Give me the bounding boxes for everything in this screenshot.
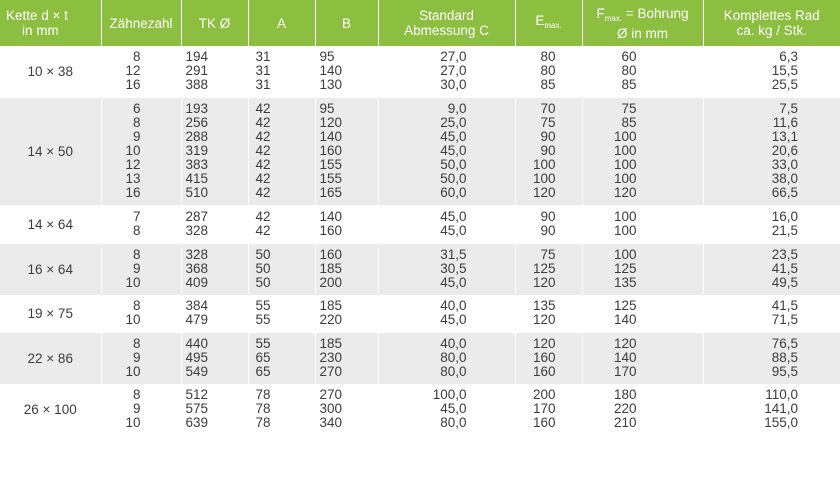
f-cell: [582, 47, 703, 98]
b-value: 220: [319, 312, 343, 327]
a-value: 50: [255, 275, 271, 290]
c-value: 50,0: [440, 157, 467, 172]
c-cell: [378, 385, 515, 436]
chain-size-cell: 14 × 64: [0, 206, 101, 244]
b-value: 185: [319, 298, 343, 313]
f-value: 100: [613, 247, 637, 262]
header-weight: Komplettes Rad ca. kg / Stk.: [703, 0, 840, 47]
c-value: 45,0: [440, 209, 467, 224]
b-cell: [315, 206, 378, 244]
weight-cell: [703, 296, 840, 333]
f-value: 120: [613, 336, 637, 351]
a-value: 31: [255, 77, 271, 92]
header-a: A: [248, 0, 315, 47]
header-tk: TK Ø: [181, 0, 248, 47]
weight-cell: [703, 244, 840, 296]
weight-value: 141,0: [764, 401, 798, 416]
e-value: 200: [532, 387, 556, 402]
e-value: 160: [532, 364, 556, 379]
a-value: 31: [255, 63, 271, 78]
teeth-value: 10: [125, 143, 141, 158]
weight-value: 21,5: [771, 223, 798, 238]
tk-cell: [181, 47, 248, 98]
tk-value: 415: [185, 171, 209, 186]
a-value: 42: [255, 223, 271, 238]
c-value: 45,0: [440, 143, 467, 158]
teeth-value: 16: [125, 77, 141, 92]
tk-cell: [181, 98, 248, 206]
b-value: 160: [319, 247, 343, 262]
c-value: 27,0: [440, 63, 467, 78]
f-value: 100: [613, 171, 637, 186]
weight-value: 33,0: [771, 157, 798, 172]
a-value: 42: [255, 209, 271, 224]
chain-size-cell: 19 × 75: [0, 296, 101, 333]
b-value: 130: [319, 77, 343, 92]
f-value: 180: [613, 387, 637, 402]
teeth-value: 13: [125, 171, 141, 186]
e-value: 120: [532, 336, 556, 351]
teeth-value: 6: [132, 101, 141, 116]
b-value: 270: [319, 387, 343, 402]
e-cell: [515, 296, 582, 333]
tk-value: 388: [185, 77, 209, 92]
c-value: 45,0: [440, 223, 467, 238]
header-b: B: [315, 0, 378, 47]
a-cell: [248, 98, 315, 206]
b-value: 95: [319, 49, 335, 64]
c-value: 40,0: [440, 298, 467, 313]
teeth-value: 10: [125, 364, 141, 379]
c-value: 60,0: [440, 185, 467, 200]
e-value: 125: [532, 261, 556, 276]
b-cell: [315, 385, 378, 436]
e-value: 85: [540, 77, 556, 92]
header-chain: Kette d × t in mm: [0, 0, 101, 47]
a-cell: [248, 385, 315, 436]
teeth-value: 8: [132, 387, 141, 402]
a-value: 78: [255, 415, 271, 430]
a-value: 65: [255, 364, 271, 379]
tk-value: 328: [185, 247, 209, 262]
tk-value: 495: [185, 350, 209, 365]
a-value: 42: [255, 101, 271, 116]
teeth-cell: [101, 98, 181, 206]
teeth-value: 9: [132, 261, 141, 276]
header-teeth: Zähnezahl: [101, 0, 181, 47]
a-cell: [248, 333, 315, 385]
f-value: 80: [621, 63, 637, 78]
tk-value: 328: [185, 223, 209, 238]
tk-value: 287: [185, 209, 209, 224]
tk-cell: [181, 333, 248, 385]
tk-value: 512: [185, 387, 209, 402]
teeth-value: 8: [132, 298, 141, 313]
chain-size-cell: 22 × 86: [0, 333, 101, 385]
e-value: 120: [532, 312, 556, 327]
teeth-value: 8: [132, 336, 141, 351]
b-value: 155: [319, 157, 343, 172]
weight-value: 20,6: [771, 143, 798, 158]
b-value: 160: [319, 143, 343, 158]
e-value: 100: [532, 157, 556, 172]
c-value: 80,0: [440, 350, 467, 365]
tk-value: 479: [185, 312, 209, 327]
c-cell: [378, 296, 515, 333]
c-value: 27,0: [440, 49, 467, 64]
f-cell: [582, 296, 703, 333]
table-header: [0, 0, 840, 47]
table-group-row: [0, 98, 840, 206]
weight-cell: [703, 206, 840, 244]
teeth-value: 8: [132, 49, 141, 64]
tk-value: 384: [185, 298, 209, 313]
f-value: 60: [621, 49, 637, 64]
teeth-cell: [101, 206, 181, 244]
a-value: 50: [255, 247, 271, 262]
weight-value: 71,5: [771, 312, 798, 327]
weight-value: 88,5: [771, 350, 798, 365]
b-cell: [315, 333, 378, 385]
weight-value: 7,5: [779, 101, 798, 116]
c-value: 45,0: [440, 312, 467, 327]
f-value: 85: [621, 77, 637, 92]
b-cell: [315, 244, 378, 296]
teeth-value: 12: [125, 63, 141, 78]
tk-value: 440: [185, 336, 209, 351]
teeth-cell: [101, 296, 181, 333]
e-value: 80: [540, 49, 556, 64]
b-value: 140: [319, 63, 343, 78]
c-cell: [378, 206, 515, 244]
f-value: 85: [621, 115, 637, 130]
table-group-row: [0, 206, 840, 244]
e-value: 100: [532, 171, 556, 186]
b-value: 340: [319, 415, 343, 430]
f-value: 100: [613, 143, 637, 158]
e-value: 90: [540, 143, 556, 158]
f-value: 100: [613, 157, 637, 172]
teeth-value: 9: [132, 350, 141, 365]
c-value: 40,0: [440, 336, 467, 351]
e-cell: [515, 206, 582, 244]
weight-value: 38,0: [771, 171, 798, 186]
a-cell: [248, 47, 315, 98]
table-body: [0, 47, 840, 436]
f-value: 125: [613, 261, 637, 276]
weight-value: 95,5: [771, 364, 798, 379]
f-cell: [582, 98, 703, 206]
e-value: 90: [540, 223, 556, 238]
teeth-value: 8: [132, 223, 141, 238]
weight-value: 13,1: [771, 129, 798, 144]
weight-value: 16,0: [771, 209, 798, 224]
e-cell: [515, 333, 582, 385]
teeth-value: 12: [125, 157, 141, 172]
e-cell: [515, 244, 582, 296]
tk-value: 193: [185, 101, 209, 116]
weight-value: 11,6: [772, 115, 798, 130]
teeth-value: 8: [132, 247, 141, 262]
c-value: 80,0: [440, 415, 467, 430]
f-value: 120: [613, 185, 637, 200]
tk-value: 409: [185, 275, 209, 290]
a-value: 55: [255, 336, 271, 351]
chain-size-cell: 26 × 100: [0, 385, 101, 436]
c-value: 80,0: [440, 364, 467, 379]
teeth-value: 8: [132, 115, 141, 130]
weight-cell: [703, 98, 840, 206]
f-value: 75: [621, 101, 637, 116]
table-group-row: [0, 333, 840, 385]
e-value: 80: [540, 63, 556, 78]
f-value: 140: [613, 350, 637, 365]
e-value: 160: [532, 350, 556, 365]
b-value: 140: [319, 209, 343, 224]
teeth-value: 9: [132, 129, 141, 144]
b-value: 165: [319, 185, 343, 200]
teeth-value: 16: [125, 185, 141, 200]
weight-value: 6,3: [779, 49, 798, 64]
a-value: 55: [255, 312, 271, 327]
b-value: 300: [319, 401, 343, 416]
weight-value: 41,5: [771, 298, 798, 313]
f-cell: [582, 206, 703, 244]
c-cell: [378, 333, 515, 385]
b-value: 160: [319, 223, 343, 238]
weight-cell: [703, 385, 840, 436]
table-group-row: [0, 244, 840, 296]
e-value: 135: [532, 298, 556, 313]
c-value: 9,0: [447, 101, 467, 116]
b-value: 120: [319, 115, 343, 130]
f-value: 100: [613, 209, 637, 224]
a-value: 42: [255, 157, 271, 172]
teeth-cell: [101, 244, 181, 296]
table-group-row: [0, 296, 840, 333]
teeth-cell: [101, 333, 181, 385]
c-value: 50,0: [440, 171, 467, 186]
e-cell: [515, 98, 582, 206]
tk-value: 575: [185, 401, 209, 416]
a-cell: [248, 296, 315, 333]
chain-size-cell: 16 × 64: [0, 244, 101, 296]
teeth-cell: [101, 47, 181, 98]
table-group-row: [0, 47, 840, 98]
e-cell: [515, 385, 582, 436]
a-value: 55: [255, 298, 271, 313]
tk-value: 368: [185, 261, 209, 276]
weight-value: 49,5: [771, 275, 798, 290]
c-value: 30,0: [440, 77, 467, 92]
c-value: 45,0: [440, 401, 467, 416]
b-cell: [315, 296, 378, 333]
weight-value: 155,0: [764, 415, 798, 430]
weight-value: 15,5: [771, 63, 798, 78]
f-value: 100: [613, 129, 637, 144]
weight-value: 25,5: [771, 77, 798, 92]
chain-size-cell: 10 × 38: [0, 47, 101, 98]
tk-value: 510: [185, 185, 209, 200]
tk-cell: [181, 206, 248, 244]
weight-value: 76,5: [771, 336, 798, 351]
b-value: 155: [319, 171, 343, 186]
f-cell: [582, 244, 703, 296]
header-e: $E_{max.}$: [515, 0, 582, 47]
tk-cell: [181, 244, 248, 296]
b-value: 185: [319, 336, 343, 351]
teeth-cell: [101, 385, 181, 436]
f-cell: [582, 385, 703, 436]
tk-value: 549: [185, 364, 209, 379]
tk-value: 291: [185, 63, 209, 78]
teeth-value: 10: [125, 312, 141, 327]
a-value: 42: [255, 143, 271, 158]
b-value: 230: [319, 350, 343, 365]
a-value: 78: [255, 401, 271, 416]
teeth-value: 7: [132, 209, 141, 224]
c-value: 100,0: [432, 387, 467, 402]
b-cell: [315, 47, 378, 98]
a-value: 31: [255, 49, 271, 64]
c-value: 45,0: [440, 129, 467, 144]
a-value: 65: [255, 350, 271, 365]
teeth-value: 9: [132, 401, 141, 416]
tk-value: 319: [185, 143, 209, 158]
f-value: 125: [613, 298, 637, 313]
b-cell: [315, 98, 378, 206]
e-value: 160: [532, 415, 556, 430]
tk-value: 383: [185, 157, 209, 172]
b-value: 95: [319, 101, 335, 116]
weight-cell: [703, 333, 840, 385]
weight-value: 110,0: [765, 387, 798, 402]
tk-value: 256: [185, 115, 209, 130]
f-value: 220: [613, 401, 637, 416]
c-cell: [378, 244, 515, 296]
table-group-row: [0, 385, 840, 436]
f-value: 135: [613, 275, 637, 290]
b-value: 140: [319, 129, 343, 144]
e-value: 70: [540, 101, 556, 116]
weight-cell: [703, 47, 840, 98]
a-cell: [248, 206, 315, 244]
e-value: 120: [532, 185, 556, 200]
c-value: 25,0: [440, 115, 467, 130]
e-value: 90: [540, 209, 556, 224]
f-value: 210: [613, 415, 637, 430]
a-cell: [248, 244, 315, 296]
e-cell: [515, 47, 582, 98]
b-value: 270: [319, 364, 343, 379]
e-value: 75: [540, 247, 556, 262]
c-cell: [378, 98, 515, 206]
a-value: 42: [255, 115, 271, 130]
e-value: 120: [532, 275, 556, 290]
teeth-value: 10: [125, 415, 141, 430]
weight-value: 66,5: [771, 185, 798, 200]
weight-value: 23,5: [771, 247, 798, 262]
c-value: 30,5: [440, 261, 467, 276]
tk-value: 639: [185, 415, 209, 430]
f-value: 100: [613, 223, 637, 238]
chain-size-cell: 14 × 50: [0, 98, 101, 206]
c-cell: [378, 47, 515, 98]
a-value: 50: [255, 261, 271, 276]
tk-value: 288: [185, 129, 209, 144]
e-value: 170: [532, 401, 556, 416]
tk-value: 194: [185, 49, 209, 64]
c-value: 31,5: [440, 247, 467, 262]
f-cell: [582, 333, 703, 385]
header-c: Standard Abmessung C: [378, 0, 515, 47]
b-value: 200: [319, 275, 343, 290]
c-value: 45,0: [440, 275, 467, 290]
teeth-value: 10: [125, 275, 141, 290]
tk-cell: [181, 296, 248, 333]
e-value: 90: [540, 129, 556, 144]
f-value: 140: [613, 312, 637, 327]
e-value: 75: [540, 115, 556, 130]
f-value: 170: [613, 364, 637, 379]
tk-cell: [181, 385, 248, 436]
header-f: $F_{max.}$ = Bohrung Ø in mm: [582, 0, 703, 47]
a-value: 42: [255, 129, 271, 144]
b-value: 185: [319, 261, 343, 276]
a-value: 78: [255, 387, 271, 402]
weight-value: 41,5: [771, 261, 798, 276]
a-value: 42: [255, 185, 271, 200]
a-value: 42: [255, 171, 271, 186]
